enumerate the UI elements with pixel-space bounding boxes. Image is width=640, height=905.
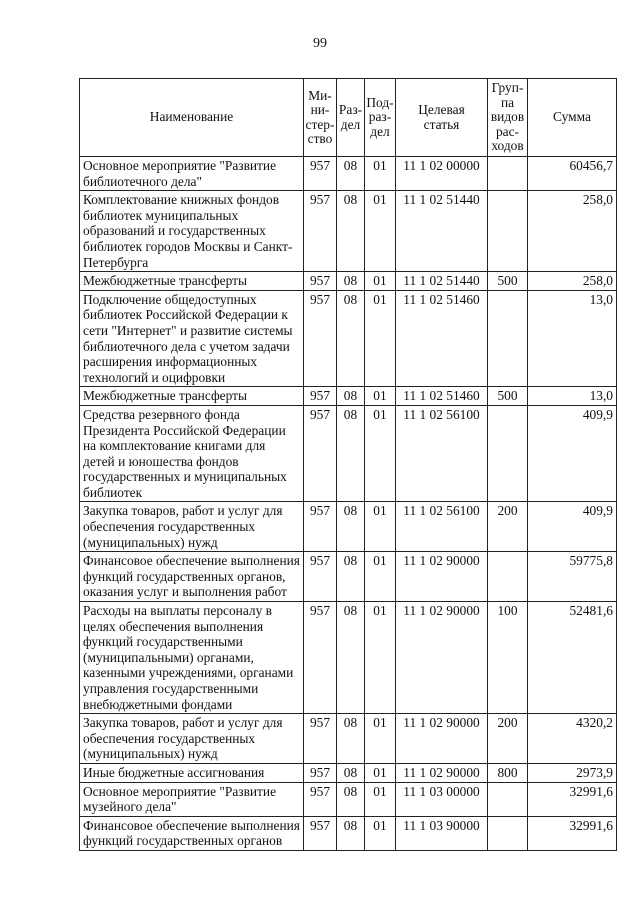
header-section: Раз- дел	[337, 79, 365, 157]
row-group	[488, 552, 528, 602]
row-target: 11 1 03 90000	[396, 816, 488, 850]
row-subsection: 01	[365, 763, 396, 782]
table-row	[80, 714, 617, 764]
row-ministry: 957	[304, 602, 337, 714]
row-name: Основное мероприятие "Развитие библиотечного дела"	[80, 157, 304, 191]
row-sum: 258,0	[528, 272, 617, 291]
row-sum: 13,0	[528, 387, 617, 406]
row-group	[488, 782, 528, 816]
row-subsection: 01	[365, 272, 396, 291]
row-target: 11 1 02 00000	[396, 157, 488, 191]
table-row	[80, 502, 617, 552]
table-row	[80, 191, 617, 272]
row-group: 500	[488, 272, 528, 291]
row-section: 08	[337, 602, 365, 714]
row-sum: 60456,7	[528, 157, 617, 191]
row-section: 08	[337, 157, 365, 191]
row-subsection: 01	[365, 782, 396, 816]
table-row	[80, 272, 617, 291]
row-target: 11 1 02 51460	[396, 387, 488, 406]
row-ministry: 957	[304, 816, 337, 850]
row-subsection: 01	[365, 502, 396, 552]
table-header-row	[80, 79, 617, 157]
row-ministry: 957	[304, 191, 337, 272]
row-name: Средства резервного фонда Президента Российской Федерации на комплектование книгами для детей и юношества фондов государственных и муниципальных библиотек	[80, 405, 304, 502]
row-ministry: 957	[304, 782, 337, 816]
table-row	[80, 763, 617, 782]
table-row	[80, 782, 617, 816]
row-group	[488, 405, 528, 502]
table-row	[80, 602, 617, 714]
budget-table	[79, 78, 617, 851]
row-name: Финансовое обеспечение выполнения функций государственных органов, оказания услуг и выполнения работ	[80, 552, 304, 602]
row-subsection: 01	[365, 405, 396, 502]
row-group: 800	[488, 763, 528, 782]
row-name: Иные бюджетные ассигнования	[80, 763, 304, 782]
table-row	[80, 816, 617, 850]
row-target: 11 1 02 51460	[396, 290, 488, 387]
table-row	[80, 405, 617, 502]
row-ministry: 957	[304, 502, 337, 552]
row-name: Комплектование книжных фондов библиотек муниципальных образований и государственных библиотек городов Москвы и Санкт-Петербурга	[80, 191, 304, 272]
row-ministry: 957	[304, 405, 337, 502]
row-group: 200	[488, 502, 528, 552]
table-row	[80, 157, 617, 191]
row-ministry: 957	[304, 272, 337, 291]
row-target: 11 1 02 90000	[396, 552, 488, 602]
row-group	[488, 816, 528, 850]
row-section: 08	[337, 816, 365, 850]
row-section: 08	[337, 714, 365, 764]
row-subsection: 01	[365, 191, 396, 272]
row-sum: 4320,2	[528, 714, 617, 764]
row-name: Основное мероприятие "Развитие музейного дела"	[80, 782, 304, 816]
page-number: 99	[313, 36, 327, 51]
row-subsection: 01	[365, 602, 396, 714]
row-section: 08	[337, 552, 365, 602]
row-section: 08	[337, 191, 365, 272]
row-subsection: 01	[365, 290, 396, 387]
row-section: 08	[337, 272, 365, 291]
header-target: Целевая статья	[396, 79, 488, 157]
row-subsection: 01	[365, 552, 396, 602]
row-target: 11 1 02 90000	[396, 602, 488, 714]
row-sum: 59775,8	[528, 552, 617, 602]
row-name: Межбюджетные трансферты	[80, 272, 304, 291]
row-target: 11 1 02 56100	[396, 502, 488, 552]
row-ministry: 957	[304, 157, 337, 191]
row-target: 11 1 02 90000	[396, 714, 488, 764]
row-subsection: 01	[365, 816, 396, 850]
header-subsection: Под- раз- дел	[365, 79, 396, 157]
row-ministry: 957	[304, 763, 337, 782]
row-name: Подключение общедоступных библиотек Российской Федерации к сети "Интернет" и развитие системы библиотечного дела с учетом задачи расширения информационных технологий и оцифровки	[80, 290, 304, 387]
row-subsection: 01	[365, 387, 396, 406]
row-group: 100	[488, 602, 528, 714]
row-name: Расходы на выплаты персоналу в целях обеспечения выполнения функций государственными (муниципальными) органами, казенными учреждениями, органами управления государственными внебюджетными фондами	[80, 602, 304, 714]
row-target: 11 1 02 51440	[396, 191, 488, 272]
row-ministry: 957	[304, 387, 337, 406]
row-sum: 2973,9	[528, 763, 617, 782]
row-sum: 32991,6	[528, 782, 617, 816]
row-ministry: 957	[304, 290, 337, 387]
row-ministry: 957	[304, 552, 337, 602]
row-target: 11 1 02 56100	[396, 405, 488, 502]
row-group	[488, 290, 528, 387]
row-target: 11 1 03 00000	[396, 782, 488, 816]
row-name: Финансовое обеспечение выполнения функций государственных органов	[80, 816, 304, 850]
row-name: Закупка товаров, работ и услуг для обеспечения государственных (муниципальных) нужд	[80, 714, 304, 764]
row-sum: 52481,6	[528, 602, 617, 714]
row-sum: 258,0	[528, 191, 617, 272]
header-name: Наименование	[80, 79, 304, 157]
row-subsection: 01	[365, 157, 396, 191]
row-sum: 32991,6	[528, 816, 617, 850]
row-group	[488, 157, 528, 191]
row-target: 11 1 02 51440	[396, 272, 488, 291]
row-name: Межбюджетные трансферты	[80, 387, 304, 406]
row-section: 08	[337, 763, 365, 782]
row-sum: 409,9	[528, 405, 617, 502]
table-row	[80, 290, 617, 387]
row-ministry: 957	[304, 714, 337, 764]
row-group	[488, 191, 528, 272]
row-section: 08	[337, 405, 365, 502]
header-sum: Сумма	[528, 79, 617, 157]
table-row	[80, 387, 617, 406]
row-group: 500	[488, 387, 528, 406]
row-section: 08	[337, 502, 365, 552]
row-section: 08	[337, 290, 365, 387]
table-row	[80, 552, 617, 602]
row-name: Закупка товаров, работ и услуг для обеспечения государственных (муниципальных) нужд	[80, 502, 304, 552]
row-target: 11 1 02 90000	[396, 763, 488, 782]
header-ministry: Ми- ни- стер- ство	[304, 79, 337, 157]
row-section: 08	[337, 782, 365, 816]
row-group: 200	[488, 714, 528, 764]
header-group: Груп- па видов рас- ходов	[488, 79, 528, 157]
row-sum: 13,0	[528, 290, 617, 387]
row-subsection: 01	[365, 714, 396, 764]
row-sum: 409,9	[528, 502, 617, 552]
row-section: 08	[337, 387, 365, 406]
